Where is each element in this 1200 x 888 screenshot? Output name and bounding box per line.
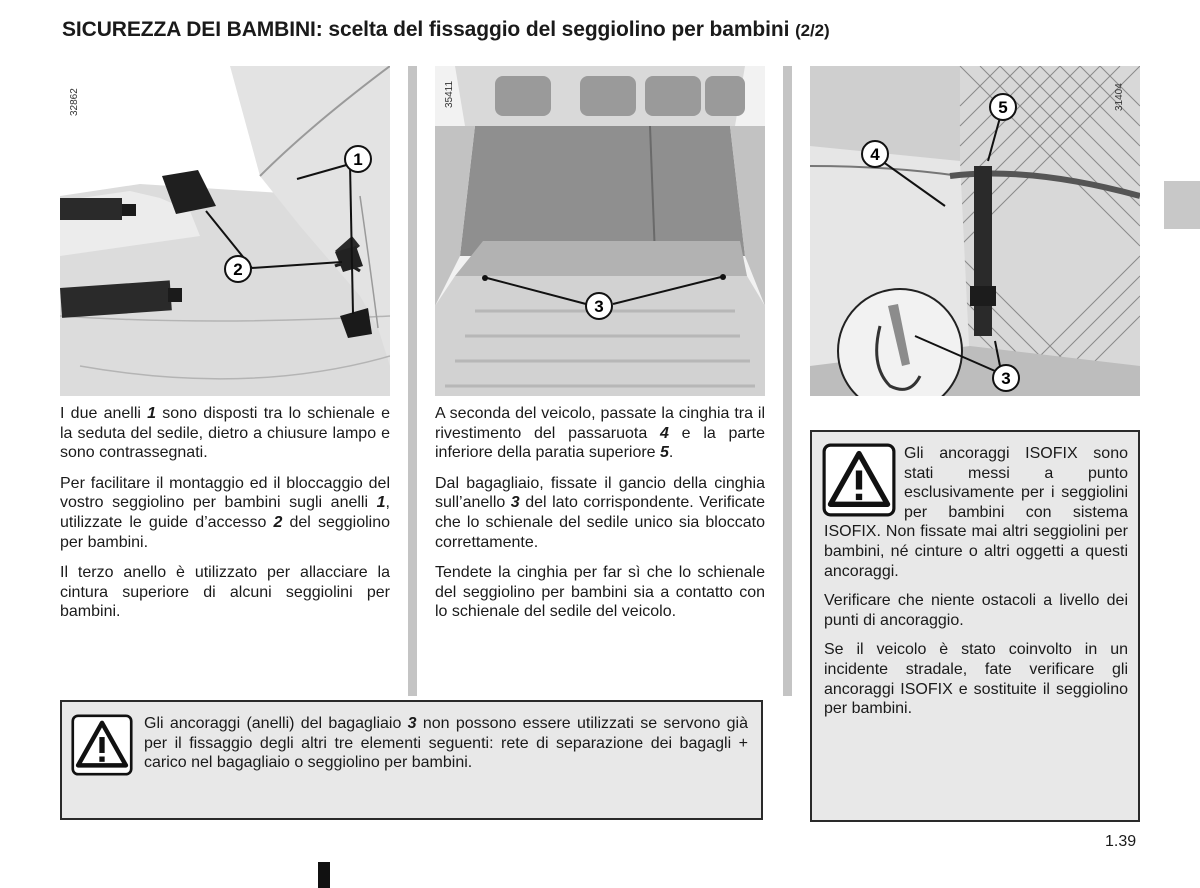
callout-2: 2 (233, 260, 243, 279)
paragraph: Gli ancoraggi ISOFIX sono stati messi a punto esclusivamente per i seggiolini per bambini con sistema ISOFIX. Non fissate mai altri seggiolini per bambini, né cinture o altri oggetti a questi ancoraggi. (824, 445, 1128, 580)
column-2-text (435, 404, 765, 633)
callout-3: 3 (594, 297, 604, 316)
figure-strap-anchor (810, 66, 1140, 396)
page-number: 1.39 (1105, 833, 1137, 850)
title-main: SICUREZZA DEI BAMBINI: scelta del fissaggio del seggiolino per bambini (62, 18, 790, 41)
column-1-text (60, 404, 390, 633)
warning-triangle-icon (822, 442, 896, 518)
callout-5: 5 (998, 98, 1008, 117)
paragraph: Dal bagagliaio, fissate il gancio della cinghia sull’anello 3 del lato corrispondente. Verificate che lo schienale del sedile unico sia bloccato correttamente. (435, 474, 765, 551)
warning-box-trunk (60, 700, 763, 820)
title-part: (2/2) (795, 21, 830, 40)
figure-trunk-anchors (435, 66, 765, 396)
callout-1: 1 (353, 150, 363, 169)
section-tab (1164, 181, 1200, 229)
figure-code: 35411 (444, 80, 455, 108)
paragraph: Il terzo anello è utilizzato per allacciare la cintura superiore di alcuni seggiolini per bambini. (60, 564, 390, 621)
page-title (62, 18, 1162, 52)
warning-triangle-icon (70, 714, 134, 776)
paragraph: Per facilitare il montaggio ed il bloccaggio del vostro seggiolino per bambini sugli anelli 1, utilizzate le guide d’accesso 2 del seggiolino per bambini. (60, 474, 391, 551)
paragraph: Verificare che niente ostacoli a livello dei punti di ancoraggio. (824, 592, 1128, 629)
crop-mark (318, 862, 330, 888)
column-divider (783, 66, 792, 696)
warning-text: Gli ancoraggi (anelli) del bagagliaio 3 non possono essere utilizzati se servono già per il fissaggio degli altri tre elementi seguenti: rete di separazione dei bagagli + carico nel bagagliaio o seggiolino per bambini. (144, 715, 748, 772)
paragraph: I due anelli 1 sono disposti tra lo schienale e la seduta del sedile, dietro a chiusure lampo e sono contrassegnati. (60, 405, 390, 462)
figure-seat-anchors (60, 66, 390, 396)
figure-code: 32862 (69, 88, 80, 116)
figure-code: 31404 (1114, 83, 1125, 111)
paragraph: A seconda del veicolo, passate la cinghia tra il rivestimento del passaruota 4 e la parte inferiore della paratia superiore 5. (435, 405, 765, 462)
callout-4: 4 (870, 145, 880, 164)
warning-box-isofix (810, 430, 1140, 822)
paragraph: Tendete la cinghia per far sì che lo schienale del seggiolino per bambini sia a contatto con lo schienale del sedile del veicolo. (435, 564, 765, 621)
callout-3: 3 (1001, 369, 1011, 388)
column-divider (408, 66, 417, 696)
paragraph: Se il veicolo è stato coinvolto in un incidente stradale, fate verificare gli ancoraggi ISOFIX e sostituite il seggiolino per bambini. (824, 641, 1128, 718)
